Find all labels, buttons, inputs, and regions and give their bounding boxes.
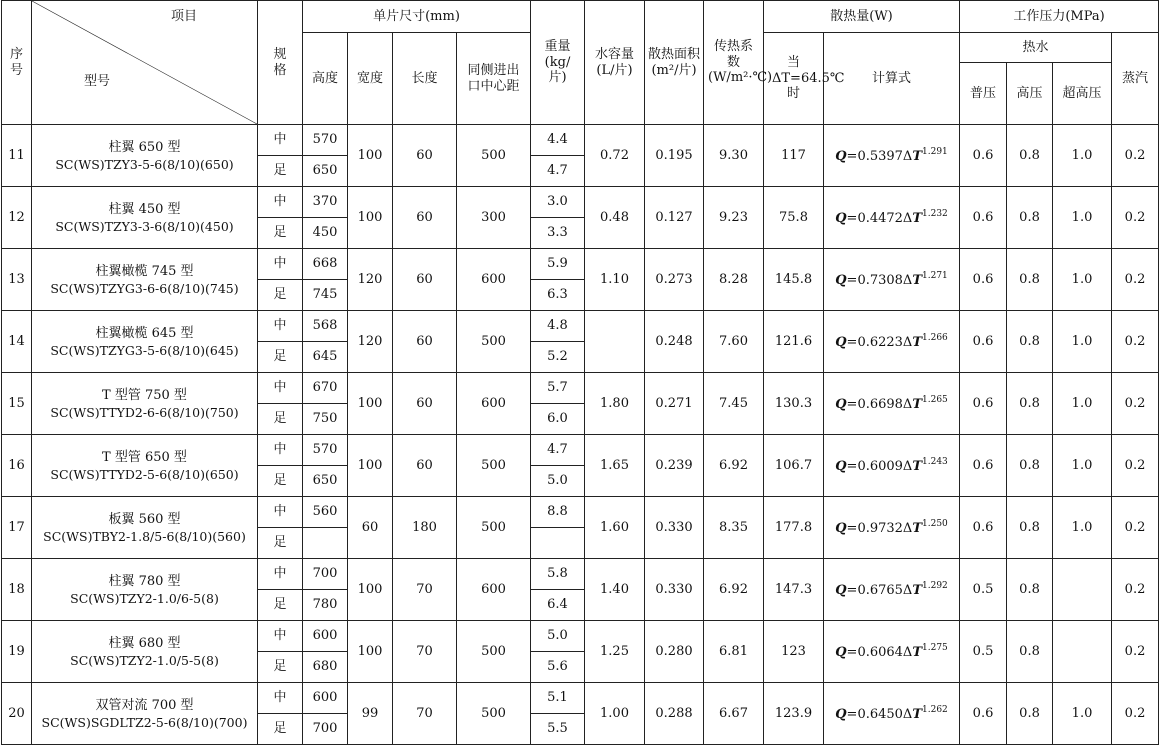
spec-foot: 足 (258, 218, 303, 249)
height-mid: 700 (303, 559, 348, 590)
height-mid: 568 (303, 311, 348, 342)
radiator-spec-table (1, 0, 1159, 745)
weight-foot: 3.3 (531, 218, 585, 249)
center-distance-cell: 500 (457, 497, 531, 559)
formula-t: T (912, 272, 923, 288)
water-capacity-cell: 1.60 (585, 497, 645, 559)
model-cell (32, 373, 258, 435)
steam-cell: 0.2 (1112, 249, 1159, 311)
heat-area-cell: 0.288 (645, 683, 704, 745)
length-cell: 60 (393, 311, 457, 373)
model-code: SC(WS)TZY3-3-6(8/10)(450) (55, 219, 234, 235)
table-row (2, 621, 1159, 652)
spec-mid: 中 (258, 311, 303, 342)
formula-q: Q (835, 644, 847, 660)
spec-mid: 中 (258, 559, 303, 590)
heat-coef-cell: 7.45 (704, 373, 764, 435)
pressure-high-cell: 0.8 (1007, 621, 1053, 683)
heat-area-cell: 0.273 (645, 249, 704, 311)
pressure-super-high-cell: 1.0 (1053, 373, 1112, 435)
header-hot-water: 热水 (960, 33, 1112, 63)
length-cell: 60 (393, 187, 457, 249)
water-capacity-cell: 1.40 (585, 559, 645, 621)
formula-t: T (912, 706, 923, 722)
formula-exponent: 1.243 (922, 456, 948, 467)
spec-foot: 足 (258, 714, 303, 745)
formula-exponent: 1.271 (922, 270, 948, 281)
pressure-normal-cell: 0.5 (960, 559, 1007, 621)
formula-cell (824, 683, 960, 745)
pressure-normal-cell: 0.6 (960, 497, 1007, 559)
height-mid: 670 (303, 373, 348, 404)
pressure-super-high-cell: 1.0 (1053, 435, 1112, 497)
formula-exponent: 1.292 (922, 580, 948, 591)
model-cell (32, 435, 258, 497)
delta-t-cell: 121.6 (764, 311, 824, 373)
weight-mid: 5.9 (531, 249, 585, 280)
height-mid: 668 (303, 249, 348, 280)
model-code: SC(WS)TTYD2-6-6(8/10)(750) (50, 405, 239, 421)
delta-t-cell: 123.9 (764, 683, 824, 745)
heat-coef-cell: 9.23 (704, 187, 764, 249)
delta-t-cell: 177.8 (764, 497, 824, 559)
spec-mid: 中 (258, 249, 303, 280)
spec-foot: 足 (258, 280, 303, 311)
center-distance-cell: 600 (457, 559, 531, 621)
header-length: 长度 (393, 33, 457, 125)
formula-exponent: 1.291 (922, 146, 948, 157)
weight-mid: 4.8 (531, 311, 585, 342)
pressure-high-cell: 0.8 (1007, 435, 1053, 497)
spec-foot: 足 (258, 404, 303, 435)
header-height: 高度 (303, 33, 348, 125)
pressure-super-high-cell: 1.0 (1053, 187, 1112, 249)
model-code: SC(WS)TZY2-1.0/5-5(8) (70, 653, 219, 669)
pressure-high-cell: 0.8 (1007, 187, 1053, 249)
formula-q: Q (835, 148, 847, 164)
heat-area-cell: 0.280 (645, 621, 704, 683)
width-cell: 120 (348, 311, 393, 373)
seq-cell: 16 (2, 435, 32, 497)
steam-cell: 0.2 (1112, 621, 1159, 683)
pressure-high-cell: 0.8 (1007, 559, 1053, 621)
pressure-super-high-cell: 1.0 (1053, 311, 1112, 373)
pressure-normal-cell: 0.6 (960, 435, 1007, 497)
heat-area-cell: 0.248 (645, 311, 704, 373)
formula-cell (824, 187, 960, 249)
formula-exponent: 1.265 (922, 394, 948, 405)
width-cell: 100 (348, 621, 393, 683)
formula-cell (824, 435, 960, 497)
pressure-normal-cell: 0.6 (960, 249, 1007, 311)
header-steam: 蒸汽 (1112, 33, 1159, 125)
model-code: SC(WS)TBY2-1.8/5-6(8/10)(560) (43, 529, 246, 545)
pressure-high-cell: 0.8 (1007, 311, 1053, 373)
heat-coef-cell: 6.81 (704, 621, 764, 683)
steam-cell: 0.2 (1112, 435, 1159, 497)
spec-mid: 中 (258, 435, 303, 466)
model-name: 柱翼橄榄 745 型 (95, 263, 194, 279)
formula-body: =0.6009Δ (846, 458, 913, 474)
model-code: SC(WS)TTYD2-5-6(8/10)(650) (50, 467, 239, 483)
pressure-high-cell: 0.8 (1007, 683, 1053, 745)
header-heat-coef: 传热系数(W/m²·℃) (704, 1, 764, 125)
header-width: 宽度 (348, 33, 393, 125)
header-formula: 计算式 (824, 33, 960, 125)
center-distance-cell: 300 (457, 187, 531, 249)
width-cell: 99 (348, 683, 393, 745)
formula-q: Q (835, 706, 847, 722)
model-name: 双管对流 700 型 (95, 697, 194, 713)
spec-foot: 足 (258, 652, 303, 683)
height-foot: 750 (303, 404, 348, 435)
table-row (2, 373, 1159, 404)
formula-t: T (912, 458, 923, 474)
center-distance-cell: 600 (457, 249, 531, 311)
pressure-super-high-cell (1053, 621, 1112, 683)
width-cell: 60 (348, 497, 393, 559)
model-cell (32, 311, 258, 373)
formula-exponent: 1.262 (922, 704, 948, 715)
heat-area-cell: 0.239 (645, 435, 704, 497)
header-delta-t: 当ΔT=64.5℃时 (764, 33, 824, 125)
delta-t-cell: 147.3 (764, 559, 824, 621)
model-code: SC(WS)TZY3-5-6(8/10)(650) (55, 157, 234, 173)
formula-cell (824, 373, 960, 435)
heat-area-cell: 0.330 (645, 497, 704, 559)
formula-cell (824, 125, 960, 187)
weight-mid: 4.7 (531, 435, 585, 466)
steam-cell: 0.2 (1112, 311, 1159, 373)
length-cell: 60 (393, 435, 457, 497)
weight-mid: 5.0 (531, 621, 585, 652)
pressure-normal-cell: 0.6 (960, 125, 1007, 187)
header-heat-dissipation: 散热量(W) (764, 1, 960, 33)
height-mid: 570 (303, 125, 348, 156)
header-item: 项目 (170, 9, 197, 24)
formula-body: =0.6064Δ (846, 644, 913, 660)
water-capacity-cell: 1.25 (585, 621, 645, 683)
header-normal: 普压 (960, 63, 1007, 125)
heat-coef-cell: 8.28 (704, 249, 764, 311)
weight-foot: 6.0 (531, 404, 585, 435)
width-cell: 100 (348, 125, 393, 187)
model-name: T 型管 650 型 (102, 449, 187, 465)
water-capacity-cell: 1.65 (585, 435, 645, 497)
weight-foot: 5.5 (531, 714, 585, 745)
pressure-super-high-cell: 1.0 (1053, 125, 1112, 187)
heat-area-cell: 0.271 (645, 373, 704, 435)
height-foot: 680 (303, 652, 348, 683)
pressure-normal-cell: 0.6 (960, 683, 1007, 745)
center-distance-cell: 600 (457, 373, 531, 435)
delta-t-cell: 130.3 (764, 373, 824, 435)
water-capacity-cell (585, 311, 645, 373)
weight-foot: 6.3 (531, 280, 585, 311)
width-cell: 100 (348, 373, 393, 435)
model-name: 柱翼 650 型 (108, 139, 181, 155)
header-water-capacity: 水容量(L/片) (585, 1, 645, 125)
length-cell: 70 (393, 559, 457, 621)
model-name: 柱翼 450 型 (108, 201, 181, 217)
table-row (2, 125, 1159, 156)
formula-t: T (912, 148, 923, 164)
table-row (2, 559, 1159, 590)
center-distance-cell: 500 (457, 311, 531, 373)
header-seq: 序号 (2, 1, 32, 125)
spec-foot: 足 (258, 590, 303, 621)
pressure-normal-cell: 0.5 (960, 621, 1007, 683)
model-cell (32, 683, 258, 745)
formula-t: T (912, 396, 923, 412)
formula-cell (824, 559, 960, 621)
heat-area-cell: 0.330 (645, 559, 704, 621)
pressure-high-cell: 0.8 (1007, 125, 1053, 187)
seq-cell: 15 (2, 373, 32, 435)
formula-q: Q (835, 210, 847, 226)
spec-mid: 中 (258, 621, 303, 652)
table-row (2, 187, 1159, 218)
formula-q: Q (835, 582, 847, 598)
center-distance-cell: 500 (457, 435, 531, 497)
weight-foot (531, 528, 585, 559)
pressure-high-cell: 0.8 (1007, 497, 1053, 559)
formula-t: T (912, 334, 923, 350)
pressure-high-cell: 0.8 (1007, 249, 1053, 311)
spec-foot: 足 (258, 466, 303, 497)
model-code: SC(WS)TZYG3-6-6(8/10)(745) (50, 281, 239, 297)
heat-coef-cell: 6.67 (704, 683, 764, 745)
formula-t: T (912, 520, 923, 536)
formula-exponent: 1.250 (922, 518, 948, 529)
formula-body: =0.4472Δ (846, 210, 913, 226)
spec-mid: 中 (258, 125, 303, 156)
header-center-distance: 同侧进出口中心距 (457, 33, 531, 125)
seq-cell: 17 (2, 497, 32, 559)
seq-cell: 14 (2, 311, 32, 373)
table-row (2, 249, 1159, 280)
delta-t-cell: 145.8 (764, 249, 824, 311)
weight-mid: 5.7 (531, 373, 585, 404)
height-mid: 570 (303, 435, 348, 466)
formula-cell (824, 497, 960, 559)
weight-mid: 5.1 (531, 683, 585, 714)
table-body (2, 125, 1159, 745)
pressure-super-high-cell: 1.0 (1053, 497, 1112, 559)
length-cell: 60 (393, 249, 457, 311)
width-cell: 100 (348, 559, 393, 621)
height-mid: 600 (303, 621, 348, 652)
delta-t-cell: 106.7 (764, 435, 824, 497)
formula-q: Q (835, 272, 847, 288)
delta-t-cell: 123 (764, 621, 824, 683)
heat-coef-cell: 6.92 (704, 559, 764, 621)
formula-body: =0.6698Δ (846, 396, 913, 412)
seq-cell: 20 (2, 683, 32, 745)
pressure-normal-cell: 0.6 (960, 187, 1007, 249)
formula-q: Q (835, 458, 847, 474)
spec-mid: 中 (258, 373, 303, 404)
formula-body: =0.6765Δ (846, 582, 913, 598)
pressure-high-cell: 0.8 (1007, 373, 1053, 435)
delta-t-cell: 117 (764, 125, 824, 187)
model-cell (32, 497, 258, 559)
height-foot: 745 (303, 280, 348, 311)
height-mid: 600 (303, 683, 348, 714)
formula-q: Q (835, 520, 847, 536)
center-distance-cell: 500 (457, 621, 531, 683)
weight-foot: 6.4 (531, 590, 585, 621)
heat-area-cell: 0.195 (645, 125, 704, 187)
weight-foot: 5.2 (531, 342, 585, 373)
height-foot: 700 (303, 714, 348, 745)
water-capacity-cell: 1.10 (585, 249, 645, 311)
height-mid: 560 (303, 497, 348, 528)
steam-cell: 0.2 (1112, 559, 1159, 621)
model-code: SC(WS)TZYG3-5-6(8/10)(645) (50, 343, 239, 359)
weight-foot: 5.6 (531, 652, 585, 683)
model-name: T 型管 750 型 (102, 387, 187, 403)
formula-body: =0.6450Δ (846, 706, 913, 722)
delta-t-cell: 75.8 (764, 187, 824, 249)
weight-mid: 4.4 (531, 125, 585, 156)
pressure-normal-cell: 0.6 (960, 311, 1007, 373)
weight-mid: 8.8 (531, 497, 585, 528)
center-distance-cell: 500 (457, 683, 531, 745)
weight-foot: 5.0 (531, 466, 585, 497)
formula-body: =0.5397Δ (846, 148, 913, 164)
formula-t: T (912, 582, 923, 598)
pressure-super-high-cell: 1.0 (1053, 249, 1112, 311)
height-foot (303, 528, 348, 559)
height-foot: 645 (303, 342, 348, 373)
formula-t: T (912, 644, 923, 660)
height-foot: 450 (303, 218, 348, 249)
width-cell: 120 (348, 249, 393, 311)
spec-foot: 足 (258, 156, 303, 187)
seq-cell: 19 (2, 621, 32, 683)
seq-cell: 13 (2, 249, 32, 311)
header-single-size: 单片尺寸(mm) (303, 1, 531, 33)
center-distance-cell: 500 (457, 125, 531, 187)
header-model: 型号 (84, 74, 111, 90)
header-high: 高压 (1007, 63, 1053, 125)
pressure-normal-cell: 0.6 (960, 373, 1007, 435)
heat-area-cell: 0.127 (645, 187, 704, 249)
water-capacity-cell: 1.00 (585, 683, 645, 745)
seq-cell: 11 (2, 125, 32, 187)
length-cell: 70 (393, 621, 457, 683)
model-cell (32, 187, 258, 249)
steam-cell: 0.2 (1112, 373, 1159, 435)
model-name: 柱翼 680 型 (108, 635, 181, 651)
formula-q: Q (835, 396, 847, 412)
formula-q: Q (835, 334, 847, 350)
heat-coef-cell: 7.60 (704, 311, 764, 373)
model-cell (32, 249, 258, 311)
weight-mid: 3.0 (531, 187, 585, 218)
steam-cell: 0.2 (1112, 497, 1159, 559)
water-capacity-cell: 0.48 (585, 187, 645, 249)
steam-cell: 0.2 (1112, 683, 1159, 745)
heat-coef-cell: 6.92 (704, 435, 764, 497)
header-spec: 规格 (258, 1, 303, 125)
header-heat-area: 散热面积(m²/片) (645, 1, 704, 125)
header-weight: 重量(kg/片) (531, 1, 585, 125)
formula-body: =0.9732Δ (846, 520, 913, 536)
formula-cell (824, 621, 960, 683)
heat-coef-cell: 9.30 (704, 125, 764, 187)
model-name: 柱翼橄榄 645 型 (95, 325, 194, 341)
spec-foot: 足 (258, 528, 303, 559)
model-cell (32, 559, 258, 621)
spec-mid: 中 (258, 683, 303, 714)
formula-exponent: 1.275 (922, 642, 948, 653)
table-row (2, 435, 1159, 466)
length-cell: 70 (393, 683, 457, 745)
formula-exponent: 1.266 (922, 332, 948, 343)
length-cell: 60 (393, 373, 457, 435)
table-row (2, 311, 1159, 342)
height-foot: 650 (303, 156, 348, 187)
water-capacity-cell: 1.80 (585, 373, 645, 435)
height-foot: 780 (303, 590, 348, 621)
length-cell: 60 (393, 125, 457, 187)
length-cell: 180 (393, 497, 457, 559)
formula-t: T (912, 210, 923, 226)
header-item-model (32, 1, 258, 125)
seq-cell: 18 (2, 559, 32, 621)
diagonal-line (32, 1, 257, 124)
header-work-pressure: 工作压力(MPa) (960, 1, 1159, 33)
formula-body: =0.6223Δ (846, 334, 913, 350)
table-row (2, 497, 1159, 528)
steam-cell: 0.2 (1112, 125, 1159, 187)
model-cell (32, 621, 258, 683)
formula-exponent: 1.232 (922, 208, 948, 219)
seq-cell: 12 (2, 187, 32, 249)
formula-cell (824, 311, 960, 373)
model-code: SC(WS)SGDLTZ2-5-6(8/10)(700) (41, 715, 248, 731)
height-foot: 650 (303, 466, 348, 497)
width-cell: 100 (348, 187, 393, 249)
formula-body: =0.7308Δ (846, 272, 913, 288)
weight-foot: 4.7 (531, 156, 585, 187)
steam-cell: 0.2 (1112, 187, 1159, 249)
width-cell: 100 (348, 435, 393, 497)
formula-cell (824, 249, 960, 311)
model-code: SC(WS)TZY2-1.0/6-5(8) (70, 591, 219, 607)
model-name: 柱翼 780 型 (108, 573, 181, 589)
pressure-super-high-cell: 1.0 (1053, 683, 1112, 745)
spec-mid: 中 (258, 497, 303, 528)
weight-mid: 5.8 (531, 559, 585, 590)
spec-mid: 中 (258, 187, 303, 218)
table-row (2, 683, 1159, 714)
header-super-high: 超高压 (1053, 63, 1112, 125)
heat-coef-cell: 8.35 (704, 497, 764, 559)
spec-foot: 足 (258, 342, 303, 373)
model-name: 板翼 560 型 (108, 511, 181, 527)
height-mid: 370 (303, 187, 348, 218)
water-capacity-cell: 0.72 (585, 125, 645, 187)
model-cell (32, 125, 258, 187)
pressure-super-high-cell (1053, 559, 1112, 621)
